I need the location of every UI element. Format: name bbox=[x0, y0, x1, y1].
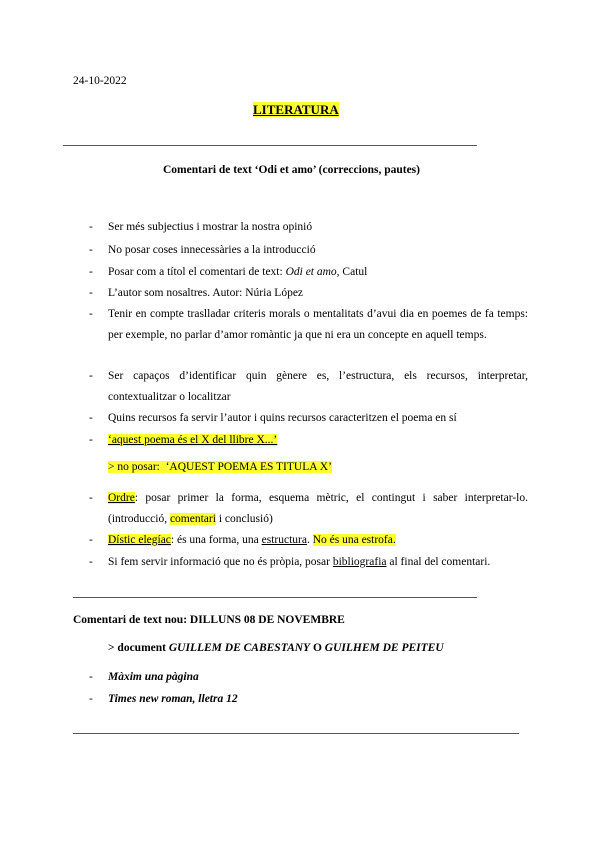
item-text: L’autor som nosaltres. Autor: Núria López bbox=[108, 287, 304, 299]
item-text: Posar com a títol el comentari de text: Odi et amo, Catul bbox=[108, 266, 368, 278]
section-heading: Comentari de text nou: DILLUNS 08 DE NOVEMBRE bbox=[73, 614, 345, 626]
bullet-dash: - bbox=[89, 412, 93, 424]
bullet-dash: - bbox=[89, 221, 93, 233]
item-text: Ser més subjectius i mostrar la nostra opinió bbox=[108, 221, 313, 233]
item-text: Dístic elegíac: és una forma, una estructura. No és una estrofa. bbox=[108, 534, 396, 546]
bullet-dash: - bbox=[89, 492, 93, 504]
bullet-dash: - bbox=[89, 556, 93, 568]
item-text: Ordre: posar primer la forma, esquema mètric, el contingut i saber interpretar-lo. (introducció, comentari i conclusió) bbox=[108, 492, 528, 525]
item-text: Màxim una pàgina bbox=[108, 671, 199, 683]
bullet-dash: - bbox=[89, 308, 93, 320]
divider bbox=[63, 145, 477, 146]
item-text: ‘aquest poema és el X del llibre X...’ bbox=[108, 434, 278, 446]
item-text: Ser capaços d’identificar quin gènere es, l’estructura, els recursos, interpretar, contextualitzar o localitzar bbox=[108, 370, 528, 403]
bullet-dash: - bbox=[89, 287, 93, 299]
divider bbox=[73, 597, 477, 598]
bullet-dash: - bbox=[89, 534, 93, 546]
subtitle: Comentari de text ‘Odi et amo’ (correccions, pautes) bbox=[163, 164, 420, 176]
item-text: Si fem servir informació que no és pròpia, posar bibliografia al final del comentari. bbox=[108, 556, 491, 568]
bullet-dash: - bbox=[89, 434, 93, 446]
item-text: Tenir en compte traslladar criteris morals o mentalitats d’avui dia en poemes de fa temps: per exemple, no parlar d’amor romàntic ja que ni era un concepte en aquell temps. bbox=[108, 308, 528, 341]
item-text: No posar coses innecessàries a la introducció bbox=[108, 244, 316, 256]
bullet-dash: - bbox=[89, 244, 93, 256]
divider bbox=[73, 733, 519, 734]
bullet-dash: - bbox=[89, 370, 93, 382]
document-line: > document GUILLEM DE CABESTANY O GUILHEM DE PEITEU bbox=[108, 642, 444, 654]
item-text: Quins recursos fa servir l’autor i quins recursos caracteritzen el poema en sí bbox=[108, 412, 457, 424]
page-title: LITERATURA bbox=[253, 102, 339, 117]
item-text: Times new roman, lletra 12 bbox=[108, 693, 238, 705]
note-line: > no posar: ‘AQUEST POEMA ES TITULA X’ bbox=[108, 461, 332, 473]
bullet-dash: - bbox=[89, 266, 93, 278]
bullet-dash: - bbox=[89, 671, 93, 683]
bullet-dash: - bbox=[89, 693, 93, 705]
date: 24-10-2022 bbox=[73, 75, 127, 87]
